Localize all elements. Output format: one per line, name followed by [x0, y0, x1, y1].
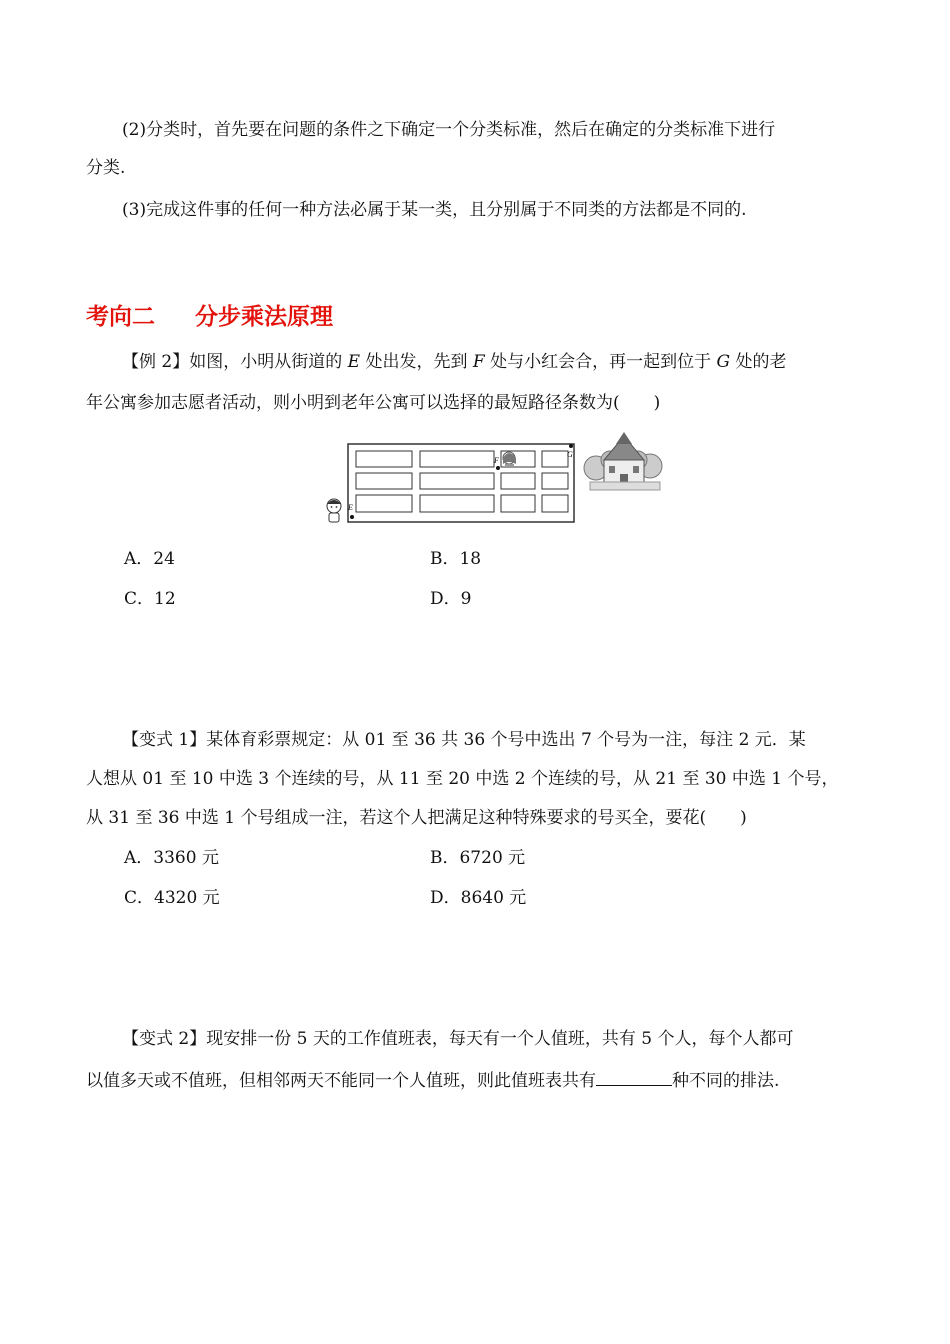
variant1-line3: 从 31 至 36 中选 1 个号组成一注，若这个人把满足这种特殊要求的号买全，要花( ): [86, 808, 747, 828]
example2-line1: [122, 350, 786, 374]
figure-label-g: G: [567, 450, 573, 459]
example2-line2: 年公寓参加志愿者活动，则小明到老年公寓可以选择的最短路径条数为( ): [86, 393, 661, 413]
option-d: D．9: [430, 589, 472, 609]
example2-text-c: 处与小红会合，再一起到位于: [484, 352, 717, 372]
variant2-text-a: 以值多天或不值班，但相邻两天不能同一个人值班，则此值班表共有: [86, 1071, 596, 1091]
section-number: 考向二: [86, 304, 155, 330]
section-heading: [86, 298, 333, 331]
para2-line1: (2)分类时，首先要在问题的条件之下确定一个分类标准，然后在确定的分类标准下进行: [122, 120, 776, 140]
boy-icon: [327, 499, 341, 522]
variant1-line1: [122, 728, 806, 752]
point-e-label: E: [347, 352, 361, 372]
grid-block: [356, 495, 412, 512]
variant2-text: 现安排一份 5 天的工作值班表，每天有一个人值班，共有 5 个人，每个人都可: [206, 1029, 794, 1049]
grid-block: [542, 473, 568, 489]
variant2-tag: 【变式 2】: [122, 1029, 207, 1049]
grid-block: [542, 495, 568, 512]
figure-label-e: E: [348, 503, 353, 512]
answer-blank[interactable]: [596, 1068, 672, 1086]
variant1-text: 某体育彩票规定：从 01 至 36 共 36 个号中选出 7 个号为一注，每注 2 元．某: [206, 730, 806, 750]
variant2-line1: [122, 1027, 793, 1051]
example2-text-b: 处出发，先到: [360, 352, 473, 372]
apartment-building-icon: [584, 432, 662, 490]
para2-line2: 分类.: [86, 158, 126, 178]
grid-block: [356, 473, 412, 489]
variant1-line2: 人想从 01 至 10 中选 3 个连续的号，从 11 至 20 中选 2 个连续的号，从 21 至 30 中选 1 个号，: [86, 769, 839, 789]
option-a: A．24: [124, 549, 175, 569]
point-g-dot: [569, 444, 573, 448]
option-b: B．18: [430, 549, 482, 569]
example2-tag: 【例 2】: [122, 352, 190, 372]
point-e-dot: [350, 515, 354, 519]
example2-text-d: 处的老: [730, 352, 787, 372]
grid-block: [356, 451, 412, 467]
example2-text-a: 如图，小明从街道的: [189, 352, 348, 372]
variant1-tag: 【变式 1】: [122, 730, 207, 750]
para3-line1: (3)完成这件事的任何一种方法必属于某一类，且分别属于不同类的方法都是不同的.: [122, 200, 747, 220]
section-title: 分步乘法原理: [195, 304, 333, 330]
point-f-dot: [496, 466, 500, 470]
grid-block: [420, 451, 494, 467]
point-f-label: F: [472, 352, 485, 372]
grid-block: [501, 495, 535, 512]
option-c: C．12: [124, 589, 176, 609]
street-grid-figure: [320, 430, 670, 530]
variant2-text-b: 种不同的排法.: [672, 1071, 780, 1091]
variant1-option-c: C．4320 元: [124, 888, 220, 908]
point-g-label: G: [716, 352, 731, 372]
variant1-option-b: B．6720 元: [430, 848, 526, 868]
figure-label-f: F: [494, 456, 499, 465]
variant1-option-d: D．8640 元: [430, 888, 527, 908]
grid-block: [420, 473, 494, 489]
variant1-option-a: A．3360 元: [124, 848, 219, 868]
grid-block: [420, 495, 494, 512]
grid-block: [542, 451, 568, 467]
variant2-line2: [86, 1068, 779, 1093]
grid-block: [501, 473, 535, 489]
